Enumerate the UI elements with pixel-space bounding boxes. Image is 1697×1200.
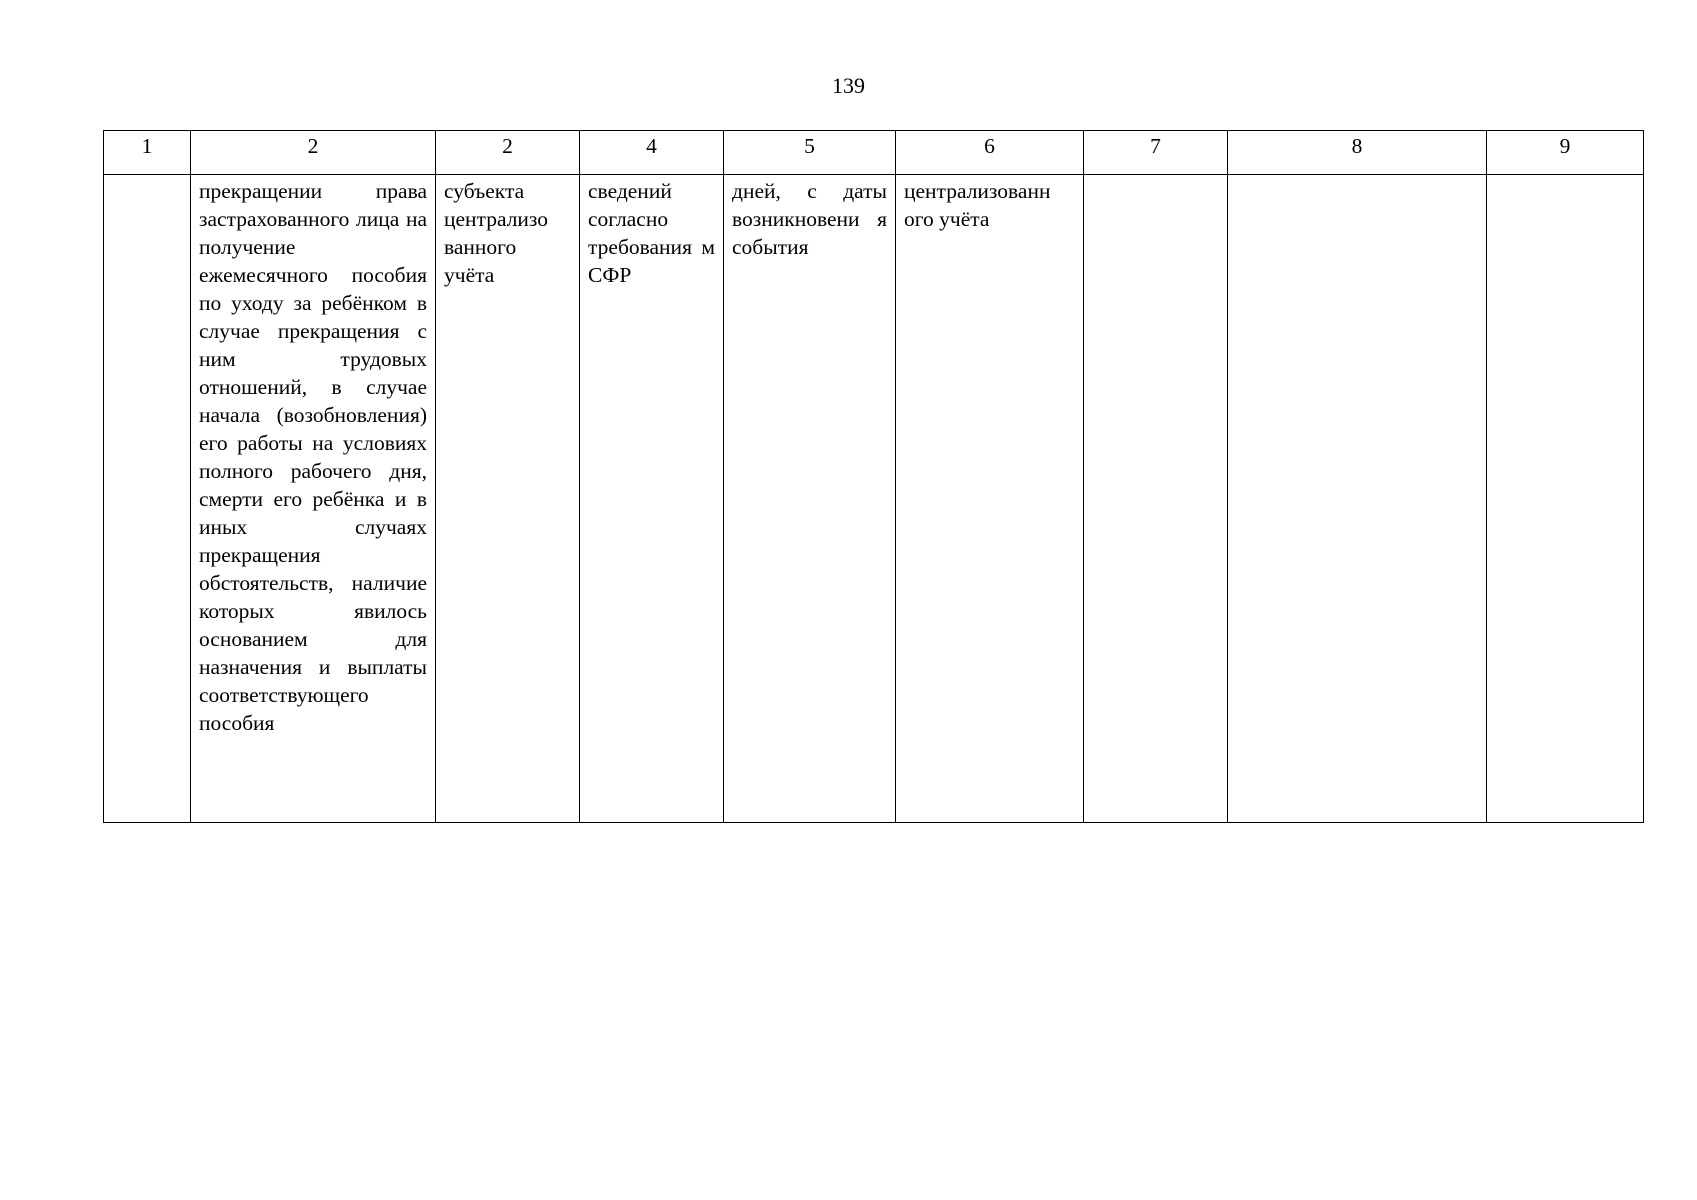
table-cell-col-8 [1228,175,1487,823]
cell-text: сведений согласно требования м СФР [588,179,715,287]
column-header-5: 5 [724,131,896,175]
column-header-6: 6 [896,131,1084,175]
cell-text: субъекта централизо ванного учёта [444,179,549,287]
table-row [104,175,1644,823]
page-number: 139 [832,73,865,98]
column-header-8: 8 [1228,131,1487,175]
column-header-9: 9 [1487,131,1644,175]
column-header-4: 4 [580,131,724,175]
table-cell-col-6 [896,175,1084,823]
column-header-7: 7 [1084,131,1228,175]
cell-text: централизованн ого учёта [904,179,1051,231]
cell-text: дней, с даты возникновени я события [732,179,887,259]
cell-text: прекращении права застрахованного лица на получение ежемесячного пособия по уходу за ребёнком в случае прекращения с ним трудовых отношений, в случае начала (возобновления) его работы на условиях полного рабочего дня, смерти его ребёнка и в иных случаях прекращения обстоятельств, наличие которых явилось основанием для назначения и выплаты соответствующего пособия [199,179,427,735]
table-cell-col-9 [1487,175,1644,823]
document-table [103,130,1644,823]
column-header-3: 2 [436,131,580,175]
table-cell-col-1 [104,175,191,823]
column-header-2: 2 [191,131,436,175]
table-cell-col-4 [580,175,724,823]
column-header-1: 1 [104,131,191,175]
table-cell-col-5 [724,175,896,823]
table-cell-col-2 [191,175,436,823]
table-cell-col-3 [436,175,580,823]
table-cell-col-7 [1084,175,1228,823]
table-header-row [104,131,1644,175]
